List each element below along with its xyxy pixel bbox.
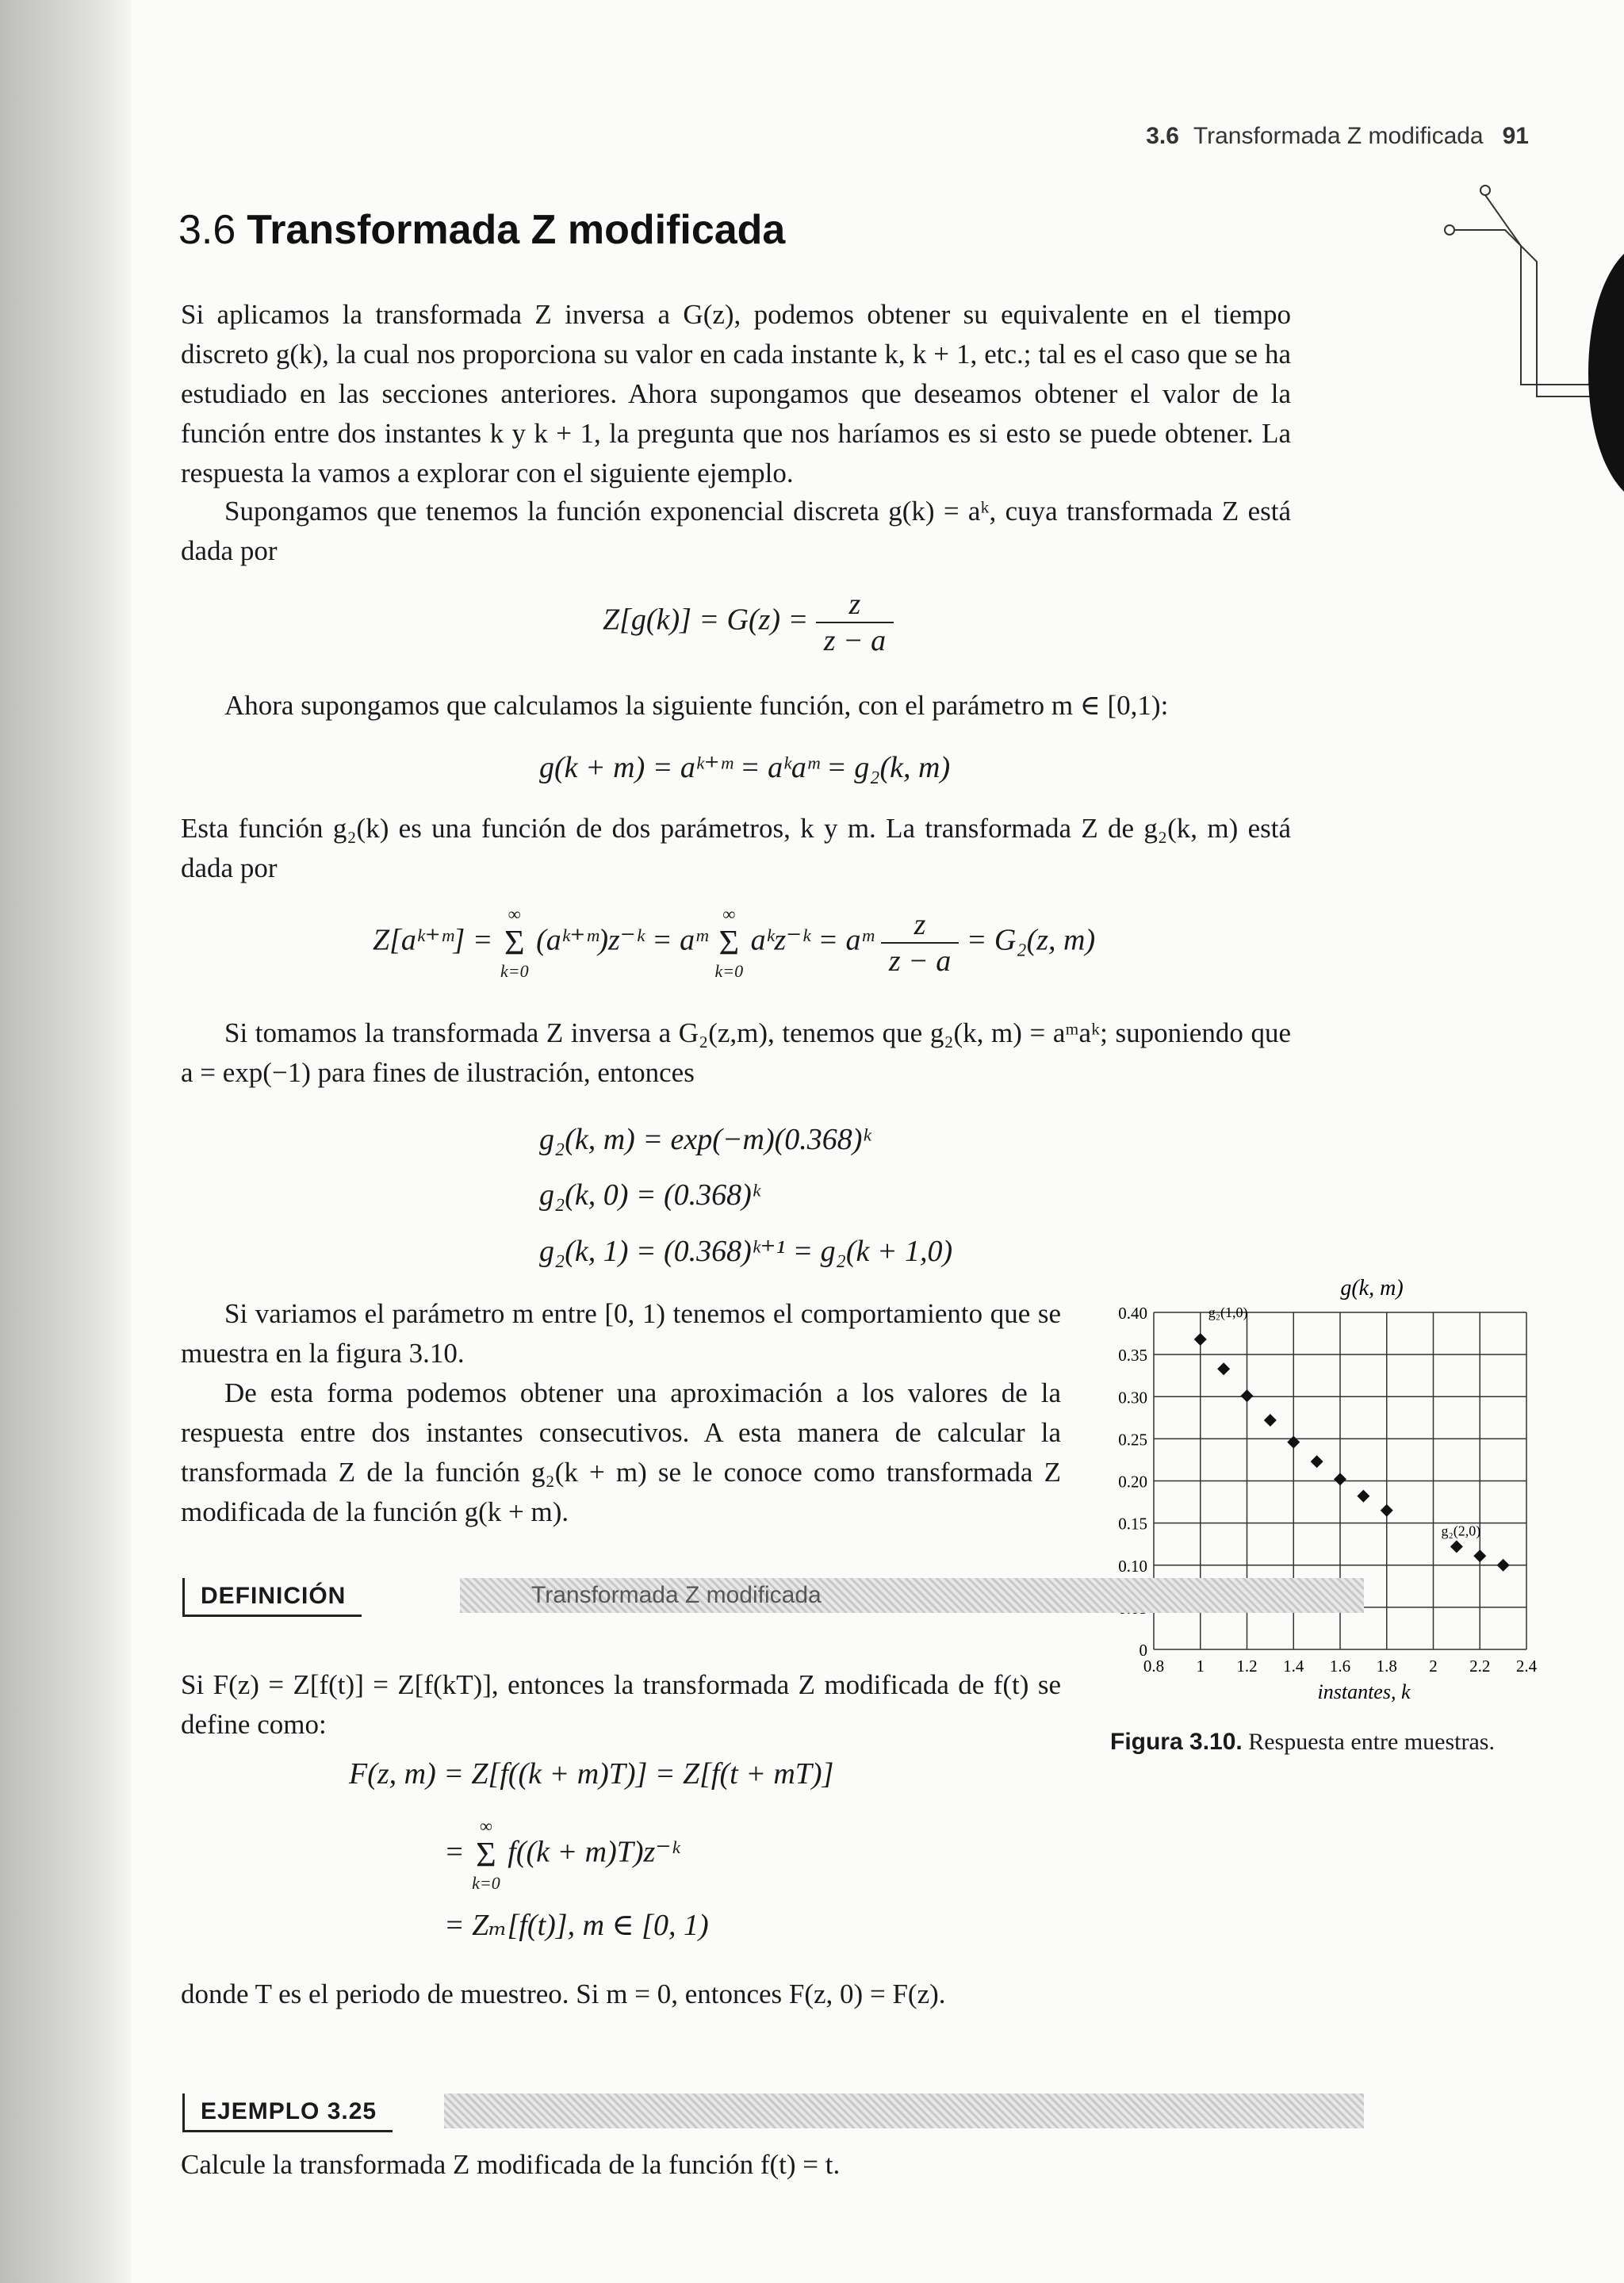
definition-title: Transformada Z modificada <box>460 1578 1364 1613</box>
running-head-title: Transformada Z modificada <box>1193 123 1484 149</box>
paragraph-sampling-period: donde T es el periodo de muestreo. Si m = 0, entonces F(z, 0) = F(z). <box>181 1978 946 2009</box>
chart-y-tick-label: 0.25 <box>1118 1430 1147 1450</box>
chart-point <box>1473 1549 1486 1562</box>
chart-point <box>1357 1490 1369 1503</box>
chart-y-tick-label: 0.15 <box>1118 1514 1147 1534</box>
chart-x-tick-label: 2.4 <box>1515 1657 1538 1676</box>
equation-modified-def-2: = ∞ Σ k=0 f((k + m)T)z⁻ᵏ <box>444 1816 680 1893</box>
equation-modified-def-3: = Zₘ[f(t)], m ∈ [0, 1) <box>444 1909 709 1942</box>
sum-upper: ∞ <box>480 1816 492 1836</box>
sum-lower: k=0 <box>714 961 744 981</box>
equation-sum-left: Z[aᵏ⁺ᵐ] = <box>373 923 493 957</box>
section-number: 3.6 <box>178 207 236 253</box>
equation-g2-general: g₂(k, m) = exp(−m)(0.368)ᵏ <box>539 1123 871 1156</box>
chart-x-tick-label: 0.8 <box>1143 1657 1165 1676</box>
paragraph-inverse-transform: Si tomamos la transformada Z inversa a G₂(z,m), tenemos que g₂(k, m) = aᵐaᵏ; suponiendo que a = exp(−1) para fines de ilustración, entonces <box>181 1017 1291 1088</box>
chart-x-tick-label: 2.2 <box>1469 1657 1491 1676</box>
example-label: EJEMPLO 3.25 <box>182 2093 393 2132</box>
chart-y-tick-label: 0.35 <box>1118 1346 1147 1366</box>
equation-modified-sum <box>373 904 1095 982</box>
paragraph-exponential: Supongamos que tenemos la función exponencial discreta g(k) = aᵏ, cuya transformada Z está dada por <box>181 496 1291 566</box>
fraction-numerator: z <box>816 587 894 623</box>
example-bar <box>444 2093 1364 2128</box>
chart-x-tick-label: 1.4 <box>1283 1657 1304 1676</box>
paragraph-two-parameters: Esta función g₂(k) es una función de dos parámetros, k y m. La transformada Z de g₂(k, m) está dada por <box>181 813 1291 883</box>
fraction-denominator: z − a <box>888 944 952 978</box>
running-head <box>1146 123 1529 150</box>
sum-lower: k=0 <box>472 1873 500 1893</box>
figure-caption-label: Figura 3.10. <box>1110 1729 1243 1755</box>
chart-x-tick-label: 1.8 <box>1376 1657 1397 1676</box>
chart-point <box>1497 1559 1510 1572</box>
chart-point <box>1241 1389 1254 1402</box>
chart-point <box>1450 1540 1463 1553</box>
equation-modified-def-1: F(z, m) = Z[f((k + m)T)] = Z[f(t + mT)] <box>349 1757 834 1791</box>
fraction-numerator: z <box>881 907 959 944</box>
fraction-z-over-z-minus-a-2 <box>881 907 959 979</box>
chart-x-axis-label: instantes, k <box>1317 1680 1411 1703</box>
equation-sum-middle: (aᵏ⁺ᵐ)z⁻ᵏ = aᵐ <box>536 923 707 957</box>
example-header <box>182 2093 1293 2141</box>
page-number: 91 <box>1502 123 1529 149</box>
equation-modified-def-2-term: f((k + m)T)z⁻ᵏ <box>508 1835 680 1869</box>
summation-3: ∞ Σ k=0 <box>472 1816 500 1893</box>
chart-point <box>1311 1455 1323 1468</box>
equation-z-transform <box>603 587 894 658</box>
chart-annotation: g₂(2,0) <box>1441 1523 1481 1539</box>
summation-2: ∞ Σ k=0 <box>714 904 744 981</box>
chart-point <box>1334 1473 1346 1485</box>
chart-y-tick-label: 0.30 <box>1118 1388 1147 1408</box>
sum-upper: ∞ <box>722 904 736 924</box>
equation-g2-m1: g₂(k, 1) = (0.368)ᵏ⁺¹ = g₂(k + 1,0) <box>539 1235 953 1268</box>
equation-sum-right: aᵏz⁻ᵏ = aᵐ <box>750 923 874 957</box>
chart-annotation: g₂(1,0) <box>1208 1304 1248 1320</box>
chart-x-tick-label: 1.2 <box>1236 1657 1258 1676</box>
fraction-z-over-z-minus-a <box>816 587 894 658</box>
chart-point <box>1381 1504 1393 1517</box>
definition-label: DEFINICIÓN <box>182 1578 362 1617</box>
equation-g-k-plus-m: g(k + m) = aᵏ⁺ᵐ = aᵏaᵐ = g₂(k, m) <box>539 751 951 784</box>
chart-y-tick-label: 0.10 <box>1118 1556 1147 1576</box>
summation-1: ∞ Σ k=0 <box>500 904 529 981</box>
chart-y-tick-label: 0.20 <box>1118 1472 1147 1492</box>
chart-title: g(k, m) <box>1340 1276 1404 1300</box>
figure-caption-text: Respuesta entre muestras. <box>1248 1729 1495 1755</box>
chart-point <box>1264 1414 1277 1427</box>
figure-chart <box>1078 1265 1554 1725</box>
chart-x-tick-label: 1.6 <box>1329 1657 1351 1676</box>
paragraph-approximation: De esta forma podemos obtener una aproximación a los valores de la respuesta entre dos instantes consecutivos. A esta manera de calcular la transformada Z de la función g₂(k + m) se le conoce como transformada Z modificada de la función g(k + m). <box>181 1377 1061 1527</box>
figure-caption <box>1110 1729 1495 1756</box>
running-head-section: 3.6 <box>1146 123 1179 149</box>
equation-g2-m0: g₂(k, 0) = (0.368)ᵏ <box>539 1178 760 1212</box>
chart-y-tick-label: 0.40 <box>1118 1304 1147 1323</box>
paragraph-example: Calcule la transformada Z modificada de la función f(t) = t. <box>181 2149 841 2180</box>
chart-y-tick-label: 0 <box>1139 1641 1147 1660</box>
fraction-denominator: z − a <box>823 624 887 657</box>
sum-upper: ∞ <box>508 904 521 924</box>
paragraph-intro: Si aplicamos la transformada Z inversa a G(z), podemos obtener su equivalente en el tiempo discreto g(k), la cual nos proporciona su valor en cada instante k, k + 1, etc.; tal es el caso que se ha estudiado en las secciones anteriores. Ahora supongamos que deseamos obtener el valor de la función entre dos instantes k y k + 1, la pregunta que nos haríamos es si esto se puede obtener. La respuesta la vamos a explorar con el siguiente ejemplo. <box>181 299 1291 488</box>
section-title-text: Transformada Z modificada <box>247 207 786 253</box>
paragraph-definition: Si F(z) = Z[f(t)] = Z[f(kT)], entonces la transformada Z modificada de f(t) se define como: <box>181 1669 1061 1740</box>
definition-header <box>182 1578 1293 1626</box>
paragraph-parameter-m: Ahora supongamos que calculamos la siguiente función, con el parámetro m ∈ [0,1): <box>224 690 1169 721</box>
chart-x-tick-label: 2 <box>1429 1657 1438 1676</box>
chart-point <box>1287 1436 1300 1449</box>
book-binding-shadow <box>0 0 131 2283</box>
section-title <box>178 206 785 254</box>
sum-lower: k=0 <box>500 961 529 981</box>
equation-sum-result: = G₂(z, m) <box>966 923 1096 957</box>
chart-point <box>1194 1333 1207 1346</box>
chart-x-tick-label: 1 <box>1196 1657 1205 1676</box>
chart-point <box>1217 1362 1230 1375</box>
circuit-decoration <box>1442 182 1624 515</box>
paragraph-vary-m: Si variamos el parámetro m entre [0, 1) tenemos el comportamiento que se muestra en la figura 3.10. <box>181 1298 1061 1369</box>
equation-z-transform-left: Z[g(k)] = G(z) = <box>603 603 809 637</box>
